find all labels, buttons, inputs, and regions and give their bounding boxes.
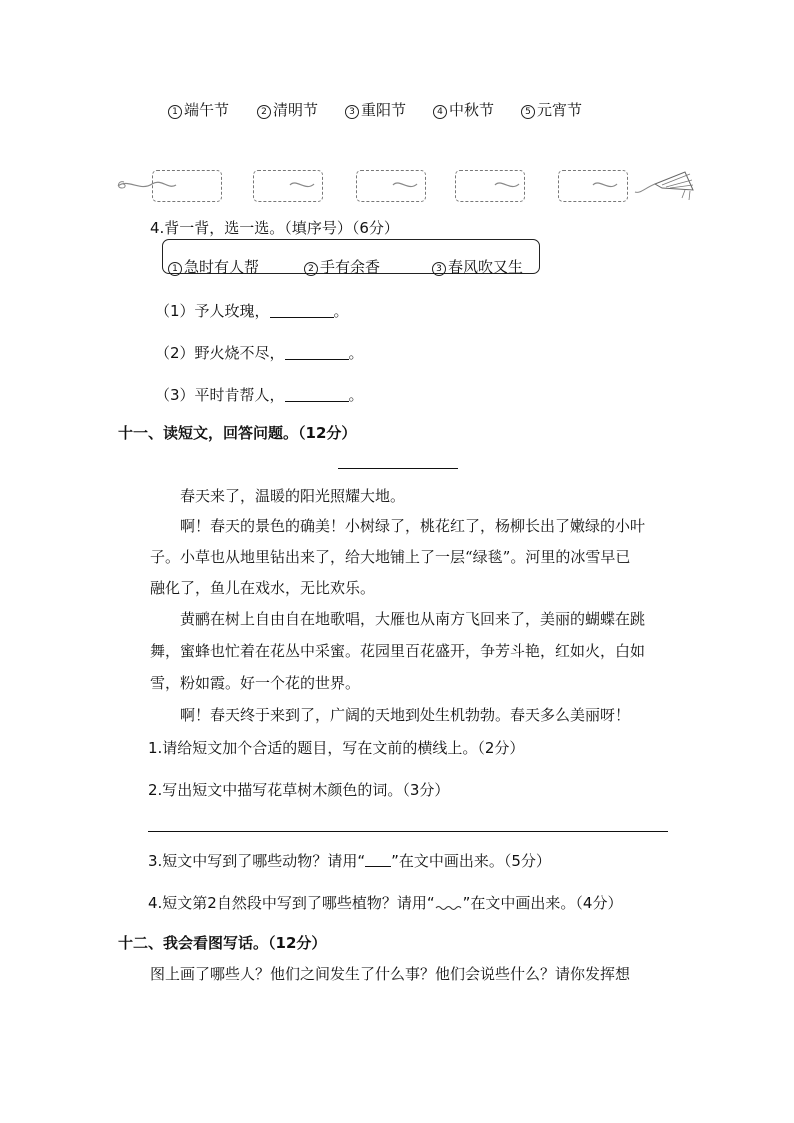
fill-item: （3）平时肯帮人， 。 (155, 386, 364, 404)
question-2: 2.写出短文中描写花草树木颜色的词。（3分） (148, 781, 450, 799)
section-11-heading: 十一、读短文，回答问题。（12分） (118, 424, 357, 442)
festival-option: 1 端午节 (168, 99, 229, 120)
passage-line: 啊！春天终于来到了，广阔的天地到处生机勃勃。春天多么美丽呀！ (180, 706, 631, 724)
wavy-line-icon (435, 899, 463, 911)
answer-blank[interactable] (270, 303, 334, 318)
passage-line: 春天来了，温暖的阳光照耀大地。 (180, 487, 406, 505)
section-12-prompt: 图上画了哪些人？他们之间发生了什么事？他们会说些什么？请你发挥想 (150, 965, 631, 983)
passage-line: 啊！春天的景色的确美！小树绿了，桃花红了，杨柳长出了嫩绿的小叶 (180, 517, 646, 535)
title-blank-line[interactable] (338, 468, 458, 469)
question-1: 1.请给短文加个合适的题目，写在文前的横线上。（2分） (148, 739, 525, 757)
answer-box[interactable] (558, 170, 628, 202)
answer-blank[interactable] (285, 345, 349, 360)
section-12-heading: 十二、我会看图写话。（12分） (118, 934, 327, 952)
festival-option: 2 清明节 (257, 99, 318, 120)
question-4: 4.短文第2自然段中写到了哪些植物？请用“ ”在文中画出来。（4分） (148, 894, 623, 912)
answer-box[interactable] (455, 170, 525, 202)
passage-line: 融化了，鱼儿在戏水，无比欢乐。 (150, 579, 376, 597)
festival-option: 3 重阳节 (345, 99, 406, 120)
fill-item: （1）予人玫瑰， 。 (155, 302, 349, 320)
answer-box[interactable] (356, 170, 426, 202)
fill-item: （2）野火烧不尽， 。 (155, 344, 364, 362)
answer-box[interactable] (152, 170, 222, 202)
festival-option: 4 中秋节 (433, 99, 494, 120)
answer-blank[interactable] (285, 387, 349, 402)
passage-line: 子。小草也从地里钻出来了，给大地铺上了一层“绿毯”。河里的冰雪早已 (150, 548, 631, 566)
question-4-title: 4.背一背，选一选。（填序号）（6分） (150, 219, 399, 237)
festival-option: 5 元宵节 (521, 99, 582, 120)
choice-option: 3 春风吹又生 (432, 256, 523, 277)
kite-icon (635, 172, 693, 200)
choice-option: 1 急时有人帮 (168, 256, 259, 277)
passage-line: 雪，粉如霞。好一个花的世界。 (150, 674, 361, 692)
choice-option: 2 手有余香 (304, 256, 380, 277)
question-3: 3.短文中写到了哪些动物？请用“ ”在文中画出来。（5分） (148, 852, 551, 870)
passage-line: 黄鹂在树上自由自在地歌唱，大雁也从南方飞回来了，美丽的蝴蝶在跳 (180, 610, 646, 628)
straight-line-icon (365, 854, 391, 867)
passage-line: 舞，蜜蜂也忙着在花丛中采蜜。花园里百花盛开，争芳斗艳，红如火，白如 (150, 642, 646, 660)
answer-box[interactable] (253, 170, 323, 202)
answer-line[interactable] (148, 831, 668, 832)
